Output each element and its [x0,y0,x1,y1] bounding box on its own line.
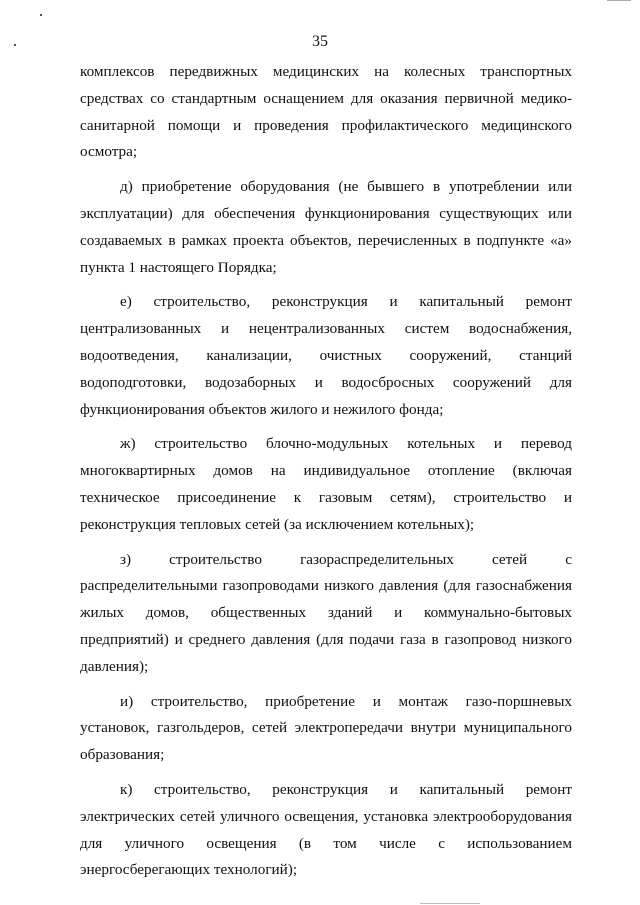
paragraph: комплексов передвижных медицинских на колесных транспортных средствах со стандартным оснащением для оказания первичной медико-санитарной помощи и проведения профилактического медицинского осмотра; [80,63,572,161]
paragraph: з) строительство газораспределительных сетей с распределительными газопроводами низкого давления (для газоснабжения жилых домов, общественных зданий и коммунально-бытовых предприятий) и среднего давления (для подачи газа в газопровод низкого давления); [80,550,572,675]
scan-edge-mark [420,903,480,904]
document-body [80,59,572,892]
scan-speck [40,14,42,16]
paragraph: е) строительство, реконструкция и капитальный ремонт централизованных и нецентрализованных систем водоснабжения, водоотведения, канализации, очистных сооружений, станций водоподготовки, водозаборных и водосбросных сооружений для функционирования объектов жилого и нежилого фонда; [80,293,572,418]
paragraph: и) строительство, приобретение и монтаж газо-поршневых установок, газгольдеров, сетей электропередачи внутри муниципального образования; [80,692,572,764]
paragraph: к) строительство, реконструкция и капитальный ремонт электрических сетей уличного освещения, установка электрооборудования для уличного освещения (в том числе с использованием энергосберегающих технологий); [80,780,572,879]
page-number: 35 [312,33,328,50]
paragraph: ж) строительство блочно-модульных котельных и перевод многоквартирных домов на индивидуальное отопление (включая техническое присоединение к газовым сетям), строительство и реконструкция тепловых сетей (за исключением котельных); [80,435,572,533]
paragraph: д) приобретение оборудования (не бывшего в употреблении или эксплуатации) для обеспечения функционирования существующих или создаваемых в рамках проекта объектов, перечисленных в подпункте «а» пункта 1 настоящего Порядка; [80,178,572,276]
scan-edge-mark [607,0,631,1]
